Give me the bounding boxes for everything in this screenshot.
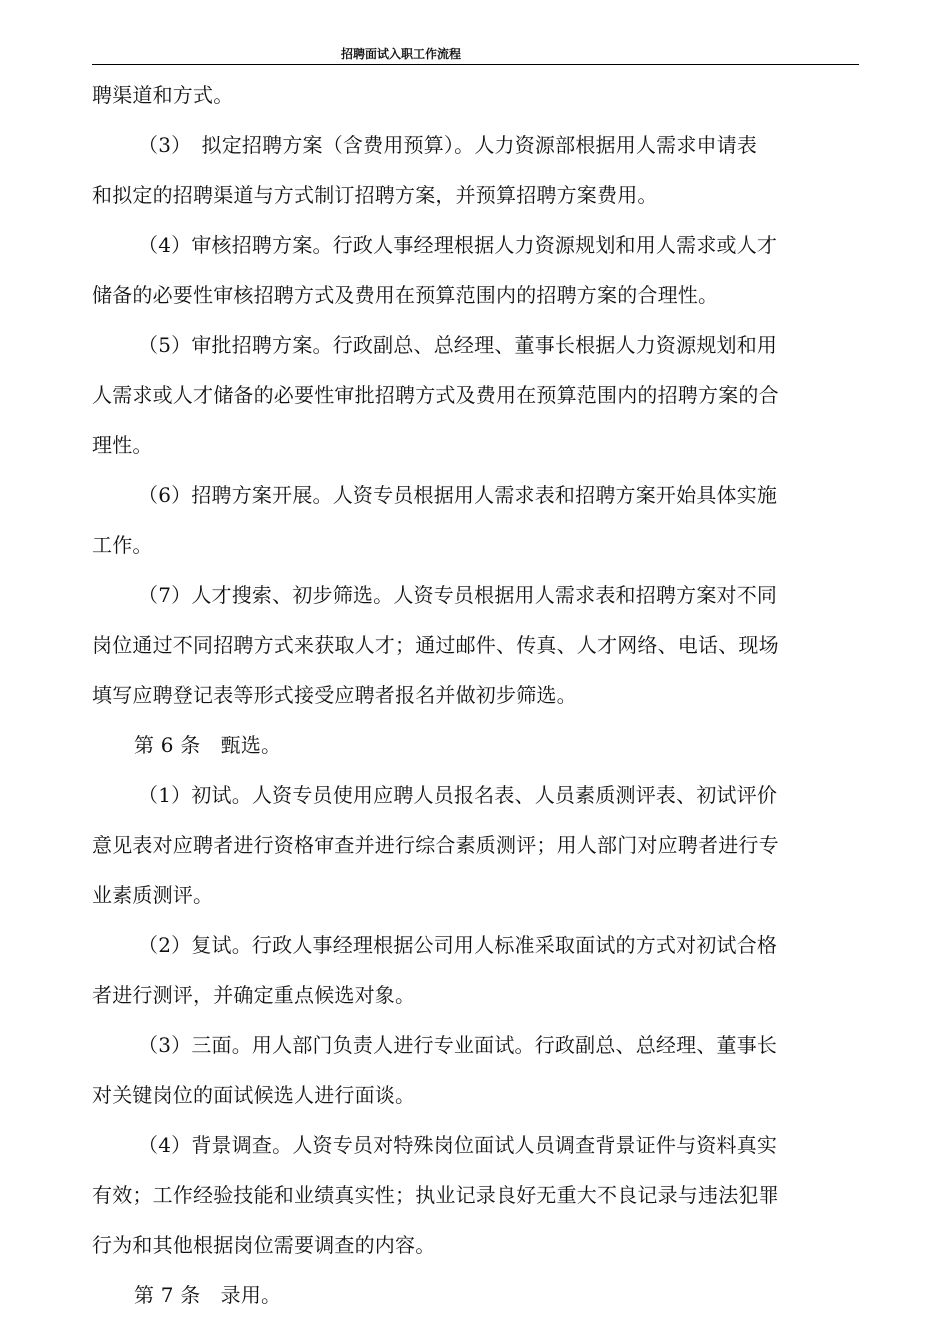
paragraph-line: （3）三面。用人部门负责人进行专业面试。行政副总、总经理、董事长 — [138, 1033, 778, 1057]
header-title: 招聘面试入职工作流程 — [341, 47, 462, 61]
paragraph-line: （6）招聘方案开展。人资专员根据用人需求表和招聘方案开始具体实施 — [138, 483, 778, 507]
paragraph-line: 人需求或人才储备的必要性审批招聘方式及费用在预算范围内的招聘方案的合 — [92, 383, 779, 407]
paragraph-line: 意见表对应聘者进行资格审查并进行综合素质测评；用人部门对应聘者进行专 — [92, 833, 779, 857]
paragraph-line: 有效；工作经验技能和业绩真实性；执业记录良好无重大不良记录与违法犯罪 — [92, 1183, 779, 1207]
paragraph-line: 填写应聘登记表等形式接受应聘者报名并做初步筛选。 — [92, 683, 577, 707]
article-heading: 第 6 条 甄选。 — [134, 733, 282, 757]
paragraph-line: 对关键岗位的面试候选人进行面谈。 — [92, 1083, 416, 1107]
paragraph-line: （5）审批招聘方案。行政副总、总经理、董事长根据人力资源规划和用 — [138, 333, 778, 357]
page-header — [92, 46, 859, 65]
paragraph-line: （2）复试。行政人事经理根据公司用人标准采取面试的方式对初试合格 — [138, 933, 778, 957]
document-body — [92, 70, 859, 1320]
paragraph-line: 聘渠道和方式。 — [92, 83, 234, 107]
paragraph-line: 和拟定的招聘渠道与方式制订招聘方案，并预算招聘方案费用。 — [92, 183, 658, 207]
paragraph-line: （7）人才搜索、初步筛选。人资专员根据用人需求表和招聘方案对不同 — [138, 583, 778, 607]
paragraph-line: 业素质测评。 — [92, 883, 214, 907]
paragraph-line: （3） 拟定招聘方案（含费用预算）。人力资源部根据用人需求申请表 — [138, 133, 758, 157]
paragraph-line: （4）背景调查。人资专员对特殊岗位面试人员调查背景证件与资料真实 — [138, 1133, 778, 1157]
paragraph-line: （4）审核招聘方案。行政人事经理根据人力资源规划和用人需求或人才 — [138, 233, 778, 257]
paragraph-line: （1）初试。人资专员使用应聘人员报名表、人员素质测评表、初试评价 — [138, 783, 778, 807]
paragraph-line: 岗位通过不同招聘方式来获取人才；通过邮件、传真、人才网络、电话、现场 — [92, 633, 779, 657]
article-heading: 第 7 条 录用。 — [134, 1283, 282, 1307]
paragraph-line: 储备的必要性审核招聘方式及费用在预算范围内的招聘方案的合理性。 — [92, 283, 719, 307]
paragraph-line: 工作。 — [92, 533, 153, 557]
paragraph-line: 理性。 — [92, 433, 153, 457]
paragraph-line: 者进行测评，并确定重点候选对象。 — [92, 983, 416, 1007]
paragraph-line: 行为和其他根据岗位需要调查的内容。 — [92, 1233, 436, 1257]
